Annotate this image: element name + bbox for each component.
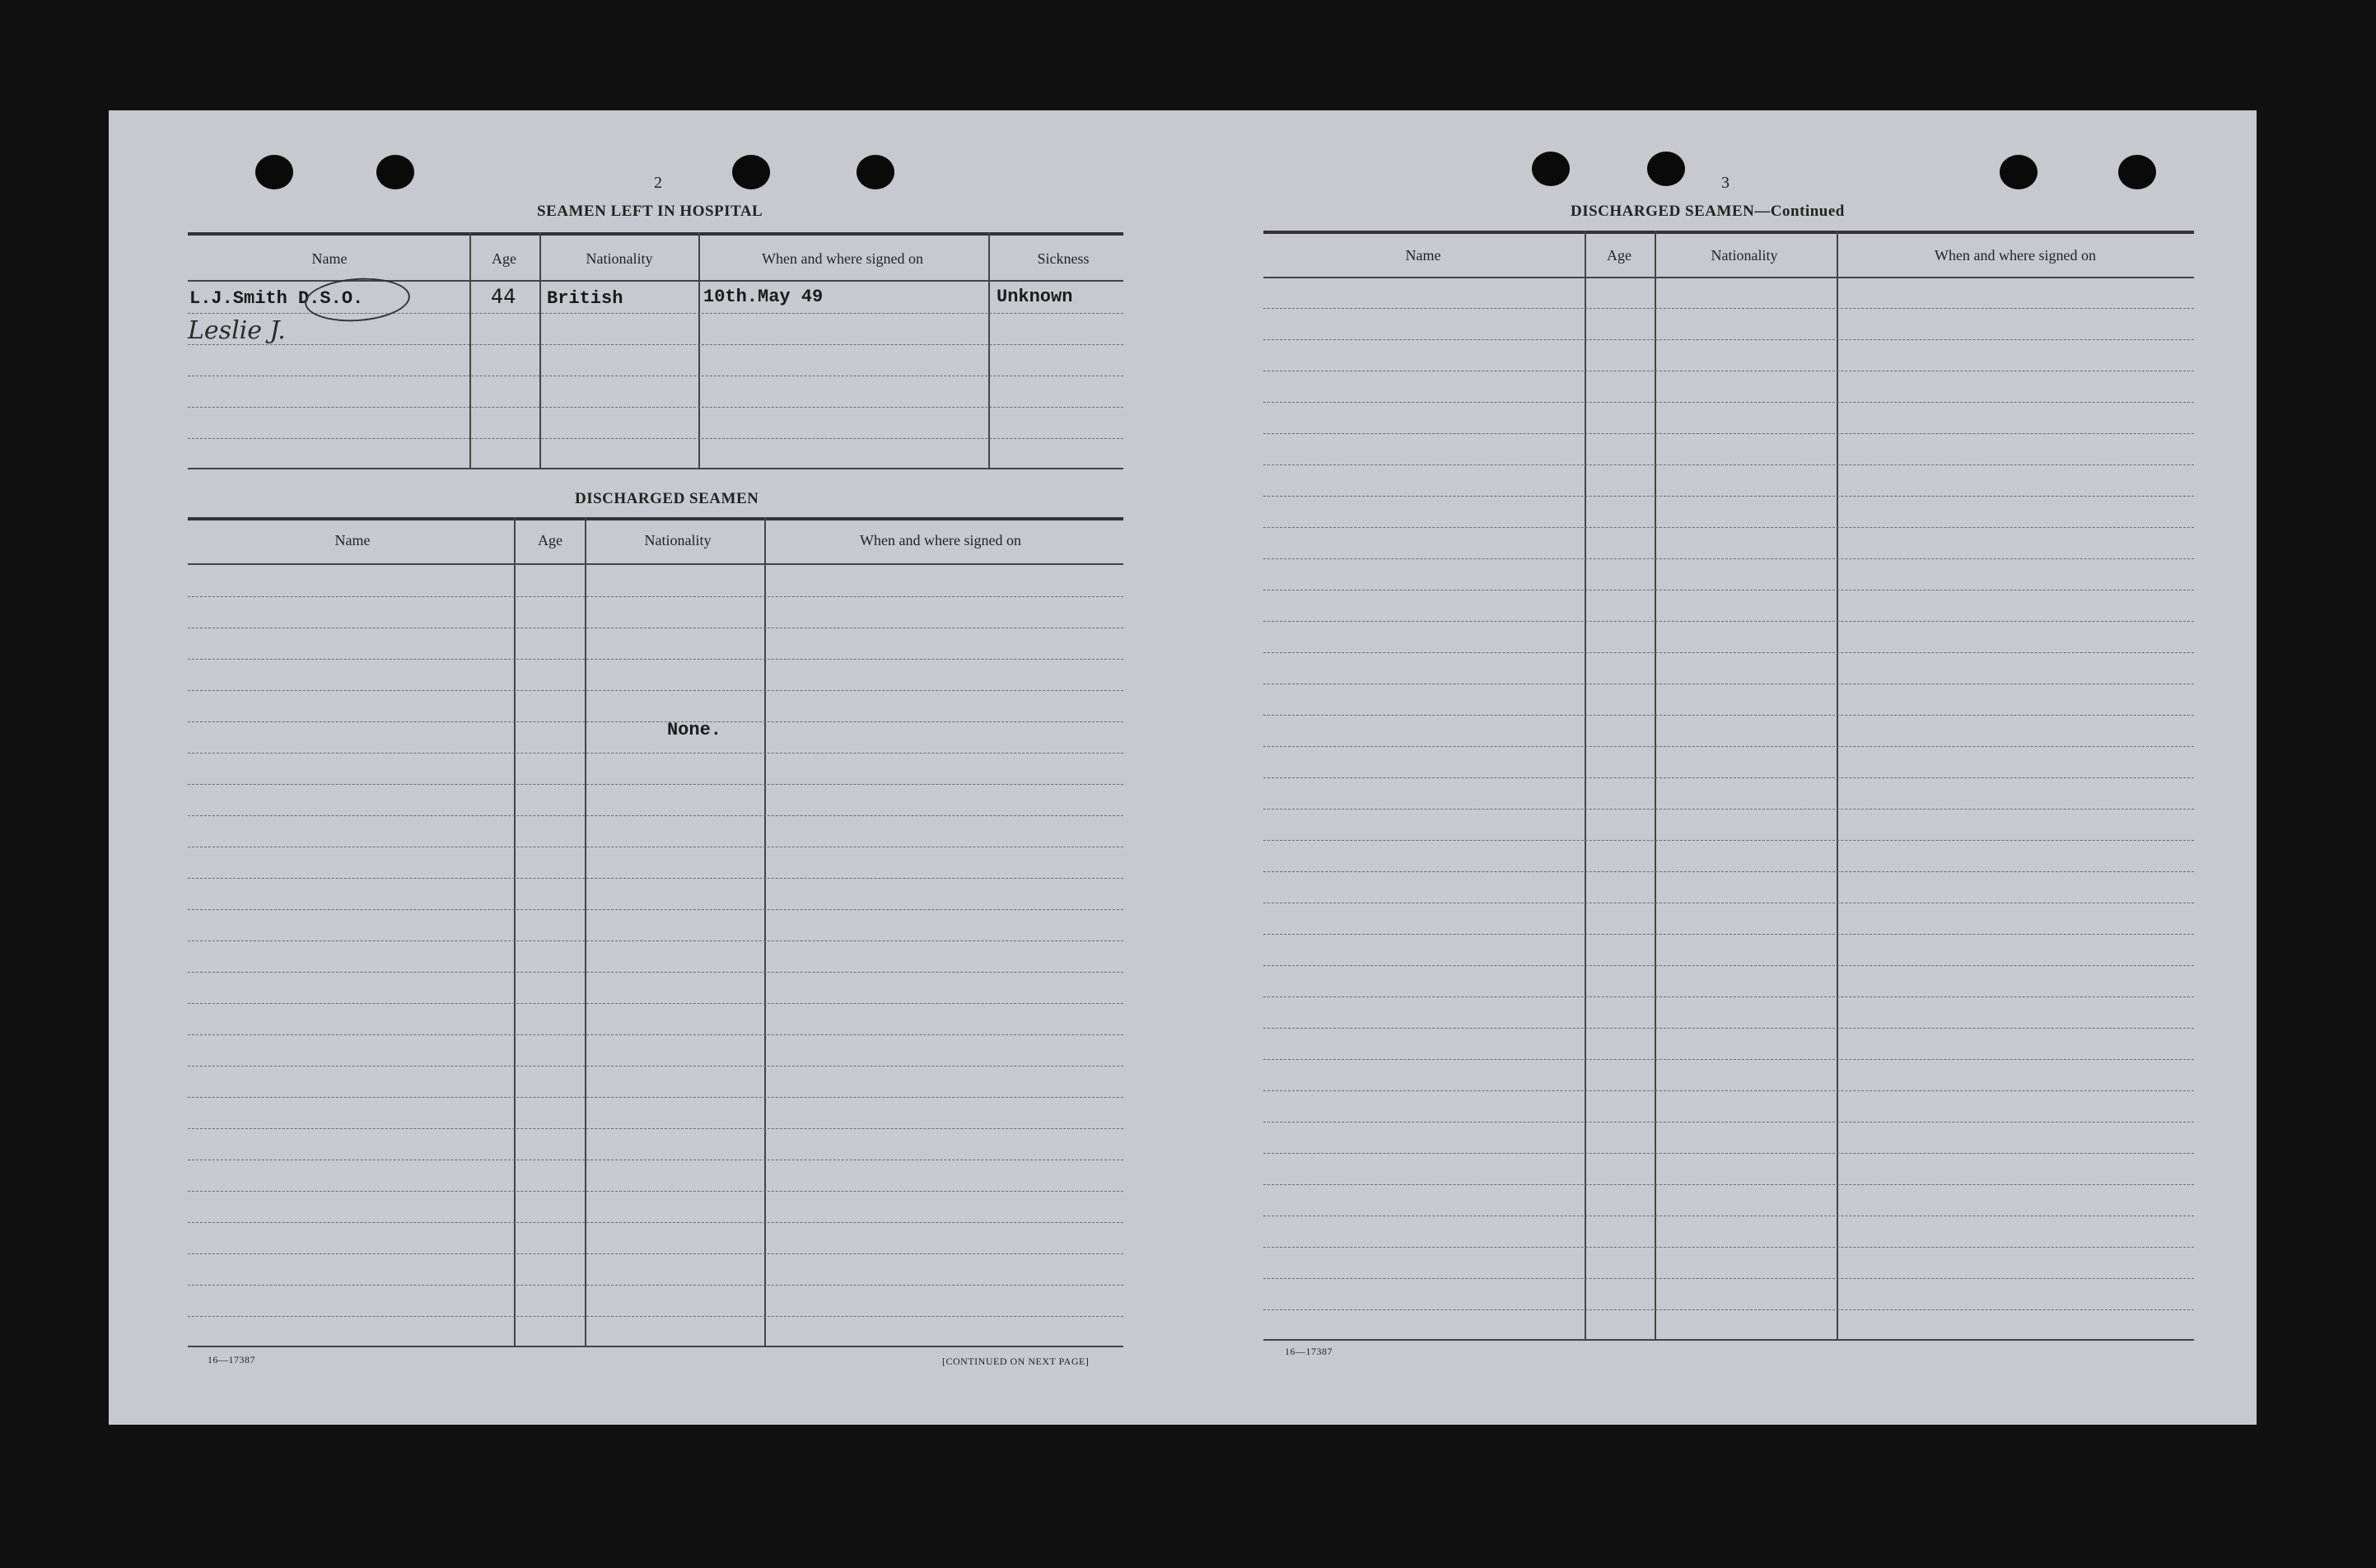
ruled-line bbox=[188, 1222, 1123, 1223]
ruled-line bbox=[1263, 1153, 2194, 1154]
col-header-signed-on: When and where signed on bbox=[1935, 247, 2096, 264]
document-page bbox=[109, 110, 2257, 1425]
ruled-line bbox=[188, 721, 1123, 722]
ruled-line bbox=[1263, 934, 2194, 935]
punch-hole bbox=[1532, 152, 1570, 186]
discharged-continued-table bbox=[1263, 231, 2194, 1344]
ruled-line bbox=[1263, 433, 2194, 434]
ruled-line bbox=[1263, 1028, 2194, 1029]
hospital-entry-nationality: British bbox=[547, 288, 623, 309]
col-header-age: Age bbox=[538, 532, 562, 548]
hospital-entry-signed-on: 10th.May 49 bbox=[703, 287, 824, 307]
ruled-line bbox=[188, 940, 1123, 941]
ruled-line bbox=[188, 1128, 1123, 1129]
ruled-line bbox=[188, 1003, 1123, 1004]
col-header-name: Name bbox=[334, 532, 371, 548]
hospital-entry-sickness: Unknown bbox=[997, 287, 1073, 307]
right-page-number: 3 bbox=[1721, 174, 1729, 192]
ruled-line bbox=[1263, 558, 2194, 559]
ruled-line bbox=[188, 753, 1123, 754]
ruled-line bbox=[1263, 777, 2194, 778]
ruled-line bbox=[1263, 464, 2194, 465]
ruled-line bbox=[1263, 652, 2194, 653]
ruled-line bbox=[1263, 496, 2194, 497]
ruled-line bbox=[1263, 996, 2194, 997]
ruled-line bbox=[1263, 1247, 2194, 1248]
hospital-entry-name: L.J.Smith D.S.O. bbox=[189, 288, 364, 309]
ruled-line bbox=[188, 815, 1123, 816]
col-header-nationality: Nationality bbox=[644, 532, 712, 548]
punch-hole bbox=[255, 155, 293, 189]
ruled-line bbox=[188, 1097, 1123, 1098]
right-section-title: DISCHARGED SEAMEN—Continued bbox=[1571, 203, 1845, 220]
ruled-line bbox=[188, 1316, 1123, 1317]
left-page-number: 2 bbox=[654, 174, 662, 192]
col-header-nationality: Nationality bbox=[586, 250, 653, 267]
col-header-sickness: Sickness bbox=[1037, 250, 1090, 267]
ruled-line bbox=[188, 659, 1123, 660]
punch-hole bbox=[2118, 155, 2156, 189]
punch-hole bbox=[857, 155, 894, 189]
ruled-line bbox=[188, 1253, 1123, 1254]
hospital-entry-age: 44 bbox=[491, 285, 516, 308]
ruled-line bbox=[188, 972, 1123, 973]
ruled-line bbox=[188, 909, 1123, 910]
col-header-nationality: Nationality bbox=[1711, 247, 1778, 264]
ruled-line bbox=[1263, 1309, 2194, 1310]
hospital-table bbox=[188, 232, 1123, 473]
continued-note: [CONTINUED ON NEXT PAGE] bbox=[942, 1356, 1090, 1367]
ruled-line bbox=[1263, 402, 2194, 403]
ruled-line bbox=[188, 1191, 1123, 1192]
punch-hole bbox=[2000, 155, 2038, 189]
ruled-line bbox=[188, 1285, 1123, 1286]
hospital-section-title: SEAMEN LEFT IN HOSPITAL bbox=[537, 203, 763, 220]
ruled-line bbox=[188, 878, 1123, 879]
col-header-age: Age bbox=[492, 250, 516, 267]
ruled-line bbox=[1263, 527, 2194, 528]
col-header-age: Age bbox=[1607, 247, 1631, 264]
discharged-section-title: DISCHARGED SEAMEN bbox=[575, 490, 759, 507]
handwritten-signature: Leslie J. bbox=[188, 316, 286, 345]
punch-hole bbox=[732, 155, 770, 189]
ruled-line bbox=[1263, 715, 2194, 716]
punch-hole bbox=[376, 155, 414, 189]
ruled-line bbox=[1263, 1278, 2194, 1279]
right-form-number: 16—17387 bbox=[1285, 1346, 1333, 1357]
ruled-line bbox=[1263, 871, 2194, 872]
ruled-line bbox=[1263, 1059, 2194, 1060]
ruled-line bbox=[1263, 840, 2194, 841]
ruled-line bbox=[1263, 308, 2194, 309]
discharged-none-entry: None. bbox=[666, 720, 721, 740]
col-header-name: Name bbox=[1405, 247, 1441, 264]
ruled-line bbox=[1263, 746, 2194, 747]
circled-annotation bbox=[303, 275, 411, 325]
col-header-signed-on: When and where signed on bbox=[762, 250, 923, 267]
ruled-line bbox=[188, 1034, 1123, 1035]
ruled-line bbox=[1263, 1184, 2194, 1185]
ruled-line bbox=[1263, 809, 2194, 810]
ruled-line bbox=[1263, 621, 2194, 622]
left-form-number: 16—17387 bbox=[208, 1354, 255, 1365]
punch-hole bbox=[1647, 152, 1685, 186]
ruled-line bbox=[188, 784, 1123, 785]
discharged-table bbox=[188, 517, 1123, 1351]
col-header-signed-on: When and where signed on bbox=[860, 532, 1021, 548]
ruled-line bbox=[1263, 965, 2194, 966]
col-header-name: Name bbox=[311, 250, 348, 267]
ruled-line bbox=[188, 690, 1123, 691]
ruled-line bbox=[1263, 339, 2194, 340]
ruled-line bbox=[188, 596, 1123, 597]
ruled-line bbox=[1263, 1090, 2194, 1091]
